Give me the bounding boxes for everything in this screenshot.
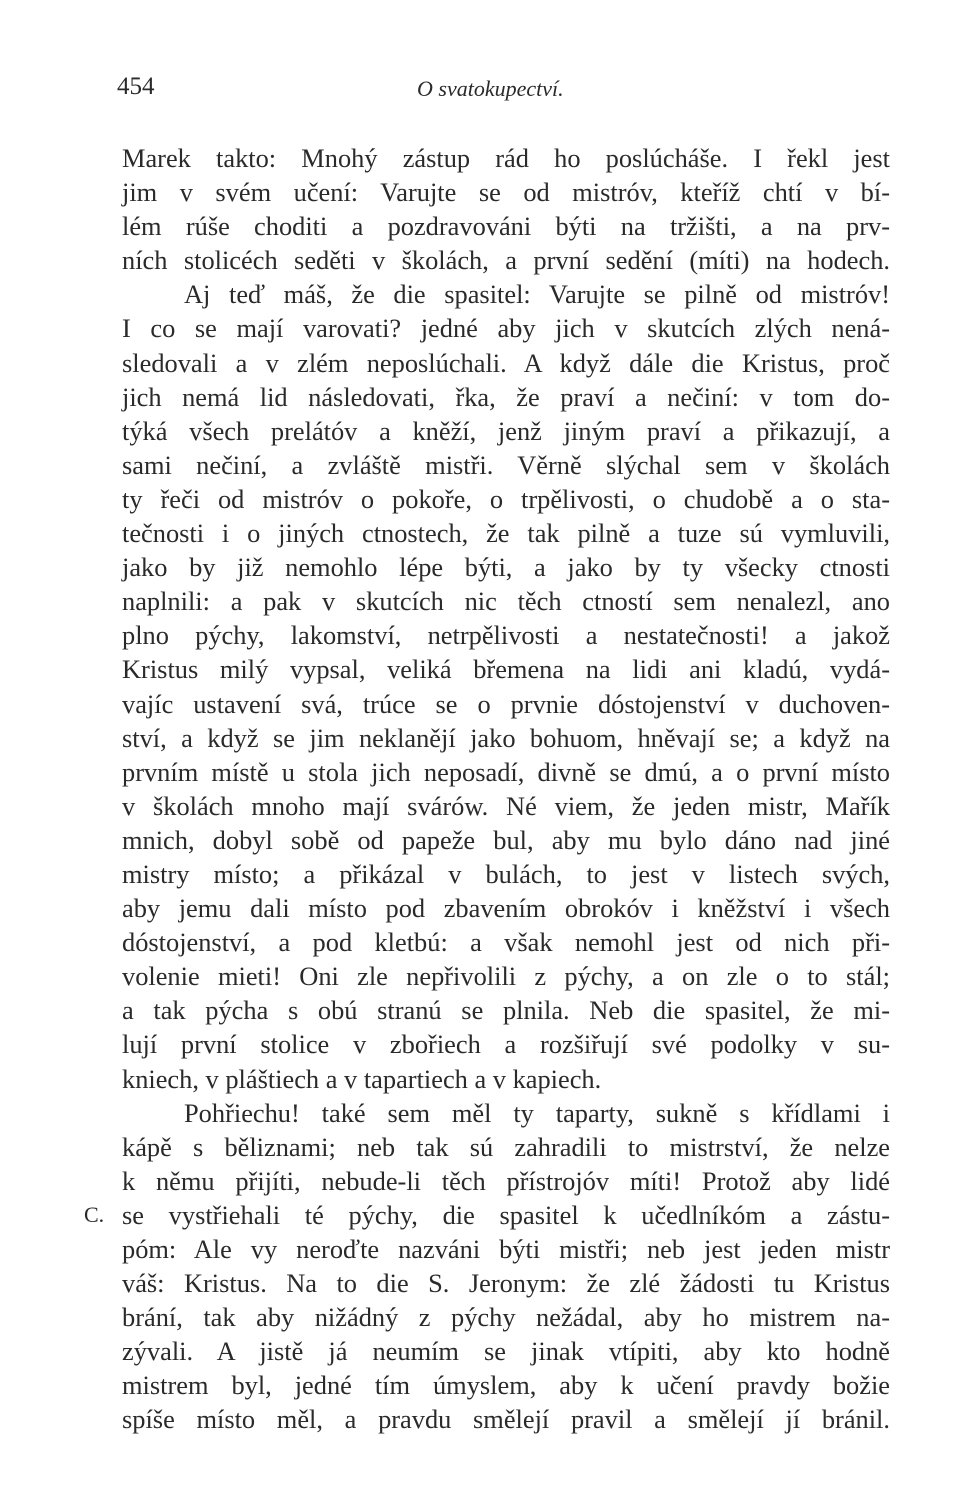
text-line: tečnosti i o jiných ctnostech, že tak pilně a tuze sú vymluvili, xyxy=(122,518,890,549)
text-line: jich nemá lid následovati, řka, že praví a nečiní: v tom do- xyxy=(122,381,890,412)
text-line: naplnili: a pak v skutcích nic těch ctností sem nenalezl, ano xyxy=(122,586,890,617)
text-line: I co se mají varovati? jedné aby jich v skutcích zlých nená- xyxy=(122,313,890,344)
text-line: ství, a když se jim neklanějí jako bohuom, hněvají se; a když na xyxy=(122,722,890,753)
text-line: ních stolicéch seděti v školách, a první sedění (míti) na hodech. xyxy=(122,245,890,276)
text-line: volenie mieti! Oni zle nepřivolili z pýchy, a on zle o to stál; xyxy=(122,961,890,992)
text-line: mnich, dobyl sobě od papeže bul, aby mu bylo dáno nad jiné xyxy=(122,824,890,855)
text-line: Pohřiechu! také sem měl ty taparty, sukně s křídlami i xyxy=(184,1097,890,1128)
text-line: kápě s běliznami; neb tak sú zahradili to mistrství, že nelze xyxy=(122,1131,890,1162)
text-line: váš: Kristus. Na to die S. Jeronym: že zlé žádosti tu Kristus xyxy=(122,1268,890,1299)
text-line: lém rúše choditi a pozdravováni býti na tržišti, a na prv- xyxy=(122,211,890,242)
text-line: ty řeči od mistróv o pokoře, o trpělivosti, o chudobě a o sta- xyxy=(122,483,890,514)
text-line: póm: Ale vy neroďte nazváni býti mistři; neb jest jeden mistr xyxy=(122,1234,890,1264)
text-line: kniech, v pláštiech a v tapartiech a v kapiech. xyxy=(122,1063,602,1094)
text-line: sami nečiní, a zvláště mistři. Věrně slýchal sem v školách xyxy=(122,449,890,480)
text-line: vajíc ustavení svá, trúce se o prvnie dóstojenství v duchoven- xyxy=(122,688,890,719)
text-line: se vystřiehali té pýchy, die spasitel k učedlníkóm a zástu- xyxy=(122,1199,890,1230)
running-title: O svatokupectví. xyxy=(417,76,564,101)
text-line: mistry místo; a přikázal v bulách, to jest v listech svých, xyxy=(122,858,890,889)
page-header xyxy=(117,72,893,108)
text-line: k němu přijíti, nebude-li těch přístrojóv míti! Protož aby lidé xyxy=(122,1165,890,1196)
text-line: v školách mnoho mají svárów. Né viem, že jeden mistr, Mařík xyxy=(122,790,890,821)
text-line: Marek takto: Mnohý zástup rád ho poslúcháše. I řekl jest xyxy=(122,143,890,173)
text-line: prvním místě u stola jich neposadí, divně se dmú, a o první místo xyxy=(122,756,890,787)
text-line: mistrem byl, jedné tím úmyslem, aby k učení pravdy božie xyxy=(122,1370,890,1401)
text-line: jako by již nemohlo lépe býti, a jako by ty všecky ctnosti xyxy=(122,552,890,583)
margin-note: C. xyxy=(84,1202,105,1227)
text-line: brání, tak aby nižádný z pýchy nežádal, aby ho mistrem na- xyxy=(122,1302,890,1333)
text-line: a tak pýcha s obú stranú se plnila. Neb die spasitel, že mi- xyxy=(122,995,890,1026)
text-line: sledovali a v zlém neposlúchali. A když dále die Kristus, proč xyxy=(122,347,890,378)
text-line: týká všech prelátóv a kněží, jenž jiným praví a přikazují, a xyxy=(122,415,890,446)
body-text xyxy=(122,141,890,1437)
page-number: 454 xyxy=(117,73,155,100)
text-line: plno pýchy, lakomství, netrpělivosti a nestatečnosti! a jakož xyxy=(122,620,890,651)
text-line: dóstojenství, a pod kletbú: a však nemohl jest od nich při- xyxy=(122,927,890,958)
text-line: jim v svém učení: Varujte se od mistróv, kteříž chtí v bí- xyxy=(122,177,890,208)
text-line: spíše místo měl, a pravdu smělejí pravil a smělejí jí bránil. xyxy=(122,1404,890,1435)
text-line: aby jemu dali místo pod zbavením obrokóv i kněžství i všech xyxy=(122,893,890,924)
text-line: Aj teď máš, že die spasitel: Varujte se pilně od mistróv! xyxy=(184,279,890,310)
text-line: Kristus milý vypsal, veliká břemena na lidi ani kladú, vydá- xyxy=(122,654,890,685)
text-line: zývali. A jistě já neumím se jinak vtípiti, aby kto hodně xyxy=(122,1336,890,1367)
text-line: lují první stolice v zbořiech a rozšiřují své podolky v su- xyxy=(122,1029,890,1060)
